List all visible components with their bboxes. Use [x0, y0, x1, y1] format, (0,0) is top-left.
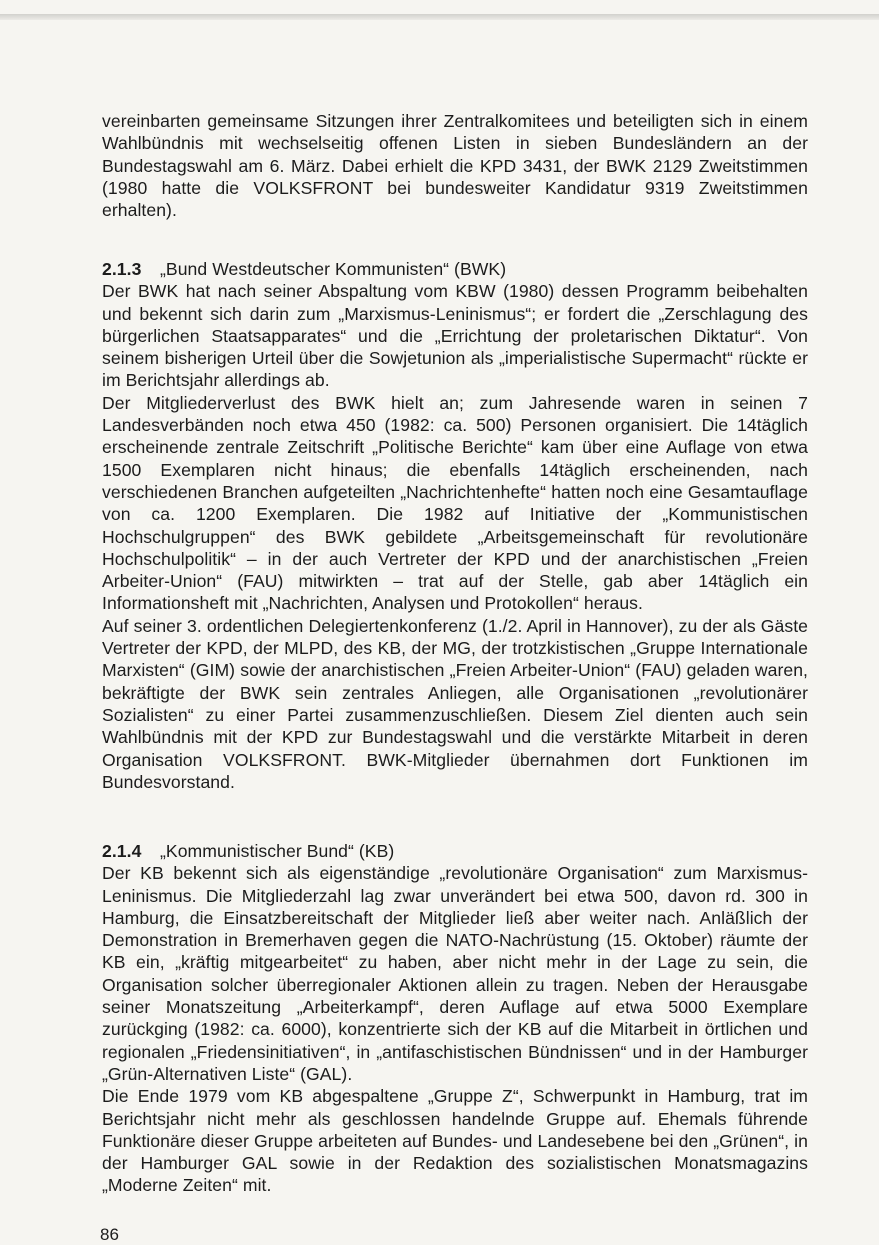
section-title: „Kommunistischer Bund“ (KB)	[160, 841, 395, 861]
intro-block	[102, 110, 808, 221]
section-heading	[102, 258, 808, 280]
section-paragraph: Die Ende 1979 vom KB abgespaltene „Gruppe Z“, Schwerpunkt in Hamburg, trat im Berichtsjahr nicht mehr als geschlossen handelnde Gruppe auf. Ehemals führende Funktionäre dieser Gruppe arbeiteten auf Bundes- und Landesebene bei den „Grünen“, in der Hamburger GAL sowie in der Redaktion des sozialistischen Monatsmagazins „Moderne Zeiten“ mit.	[102, 1086, 808, 1196]
section-paragraph: Der BWK hat nach seiner Abspaltung vom KBW (1980) dessen Programm beibehalten und bekennt sich darin zum „Marxismus-Leninismus“; er fordert die „Zerschlagung des bürgerlichen Staatsapparates“ und die „Errichtung der proletarischen Diktatur“. Von seinem bisherigen Urteil über die Sowjetunion als „imperialistische Supermacht“ rückte er im Berichtsjahr allerdings ab.	[102, 281, 808, 391]
section-title: „Bund Westdeutscher Kommunisten“ (BWK)	[160, 259, 507, 279]
page-number: 86	[100, 1225, 119, 1244]
scan-top-edge	[0, 14, 879, 20]
section-2-1-3	[102, 258, 808, 793]
section-heading	[102, 840, 808, 862]
section-number: 2.1.3	[102, 259, 142, 279]
section-paragraph: Der Mitgliederverlust des BWK hielt an; zum Jahresende waren in seinen 7 Landesverbänden noch etwa 450 (1982: ca. 500) Personen organisiert. Die 14täglich erscheinende zentrale Zeitschrift „Politische Berichte“ kam über eine Auflage von etwa 1500 Exemplaren nicht hinaus; die ebenfalls 14täglich erscheinenden, nach verschiedenen Branchen aufgeteilten „Nachrichtenhefte“ hatten noch eine Gesamtauflage von ca. 1200 Exemplaren. Die 1982 auf Initiative der „Kommunistischen Hochschulgruppen“ des BWK gebildete „Arbeitsgemeinschaft für revolutionäre Hochschulpolitik“ – in der auch Vertreter der KPD und der anarchistischen „Freien Arbeiter-Union“ (FAU) mitwirkten – trat auf der Stelle, gab aber 14täglich ein Informationsheft mit „Nachrichten, Analysen und Protokollen“ heraus.	[102, 392, 808, 614]
section-paragraph: Auf seiner 3. ordentlichen Delegiertenkonferenz (1./2. April in Hannover), zu der als Gäste Vertreter der KPD, der MLPD, des KB, der MG, der trotzkistischen „Gruppe Internationale Marxisten“ (GIM) sowie der anarchistischen „Freien Arbeiter-Union“ (FAU) geladen waren, bekräftigte der BWK sein zentrales Anliegen, alle Organisationen „revolutionärer Sozialisten“ zu einer Partei zusammenzuschließen. Diesem Ziel dienten auch sein Wahlbündnis mit der KPD zur Bundestagswahl und die verstärkte Mitarbeit in deren Organisation VOLKSFRONT. BWK-Mitglieder übernahmen dort Funktionen im Bundesvorstand.	[102, 615, 808, 792]
section-number: 2.1.4	[102, 841, 142, 861]
section-2-1-4	[102, 840, 808, 1197]
intro-paragraph: vereinbarten gemeinsame Sitzungen ihrer Zentralkomitees und beteiligten sich in einem Wahlbündnis mit wechselseitig offenen Listen in sieben Bundesländern an der Bundestagswahl am 6. März. Dabei erhielt die KPD 3431, der BWK 2129 Zweitstimmen (1980 hatte die VOLKSFRONT bei bundesweiter Kandidatur 9319 Zweitstimmen erhalten).	[102, 111, 808, 221]
section-paragraph: Der KB bekennt sich als eigenständige „revolutionäre Organisation“ zum Marxismus-Leninismus. Die Mitgliederzahl lag zwar unverändert bei etwa 500, davon rd. 300 in Hamburg, die Einsatzbereitschaft der Mitglieder ließ aber weiter nach. Anläßlich der Demonstration in Bremerhaven gegen die NATO-Nachrüstung (15. Oktober) räumte der KB ein, „kräftig mitgearbeitet“ zu haben, aber nicht mehr in der Lage zu sein, die Organisation solcher überregionaler Aktionen allein zu tragen. Neben der Herausgabe seiner Monatszeitung „Arbeiterkampf“, deren Auflage auf etwa 5000 Exemplare zurückging (1982: ca. 6000), konzentrierte sich der KB auf die Mitarbeit in örtlichen und regionalen „Friedensinitiativen“, in „antifaschistischen Bündnissen“ und in der Hamburger „Grün-Alternativen Liste“ (GAL).	[102, 863, 808, 1084]
